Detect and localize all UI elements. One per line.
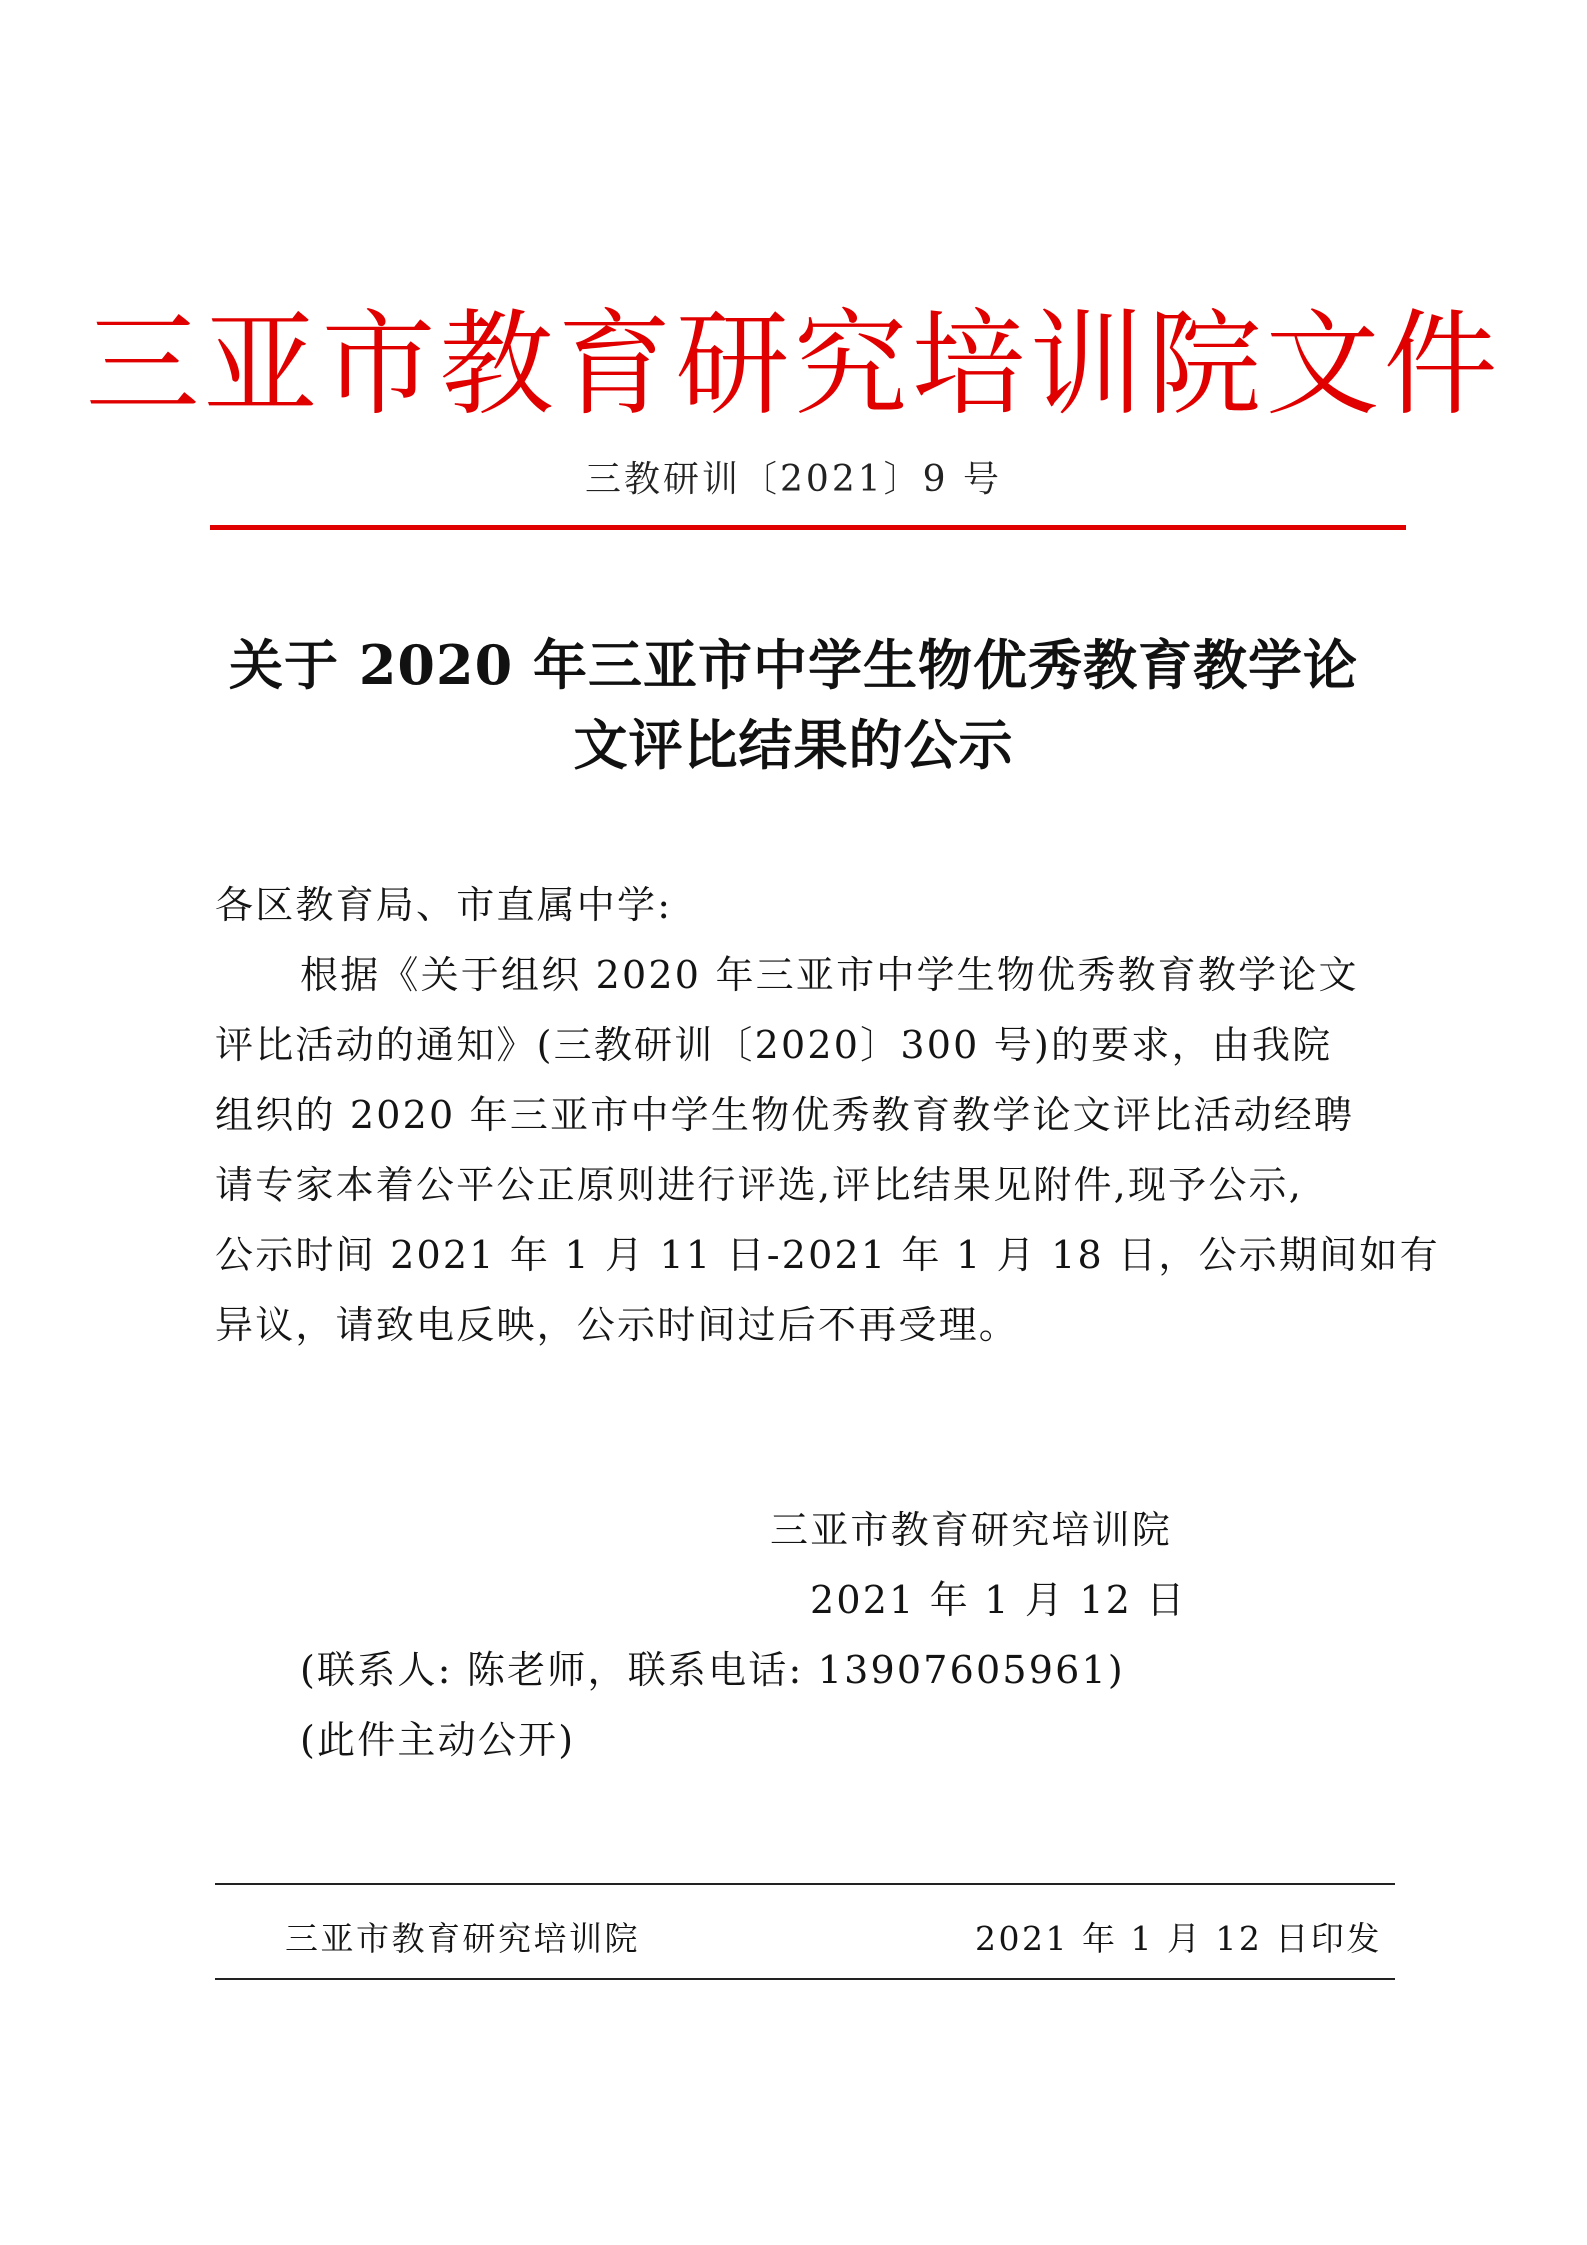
document-number: 三教研训〔2021〕9 号 — [585, 459, 1002, 500]
signature-date: 2021 年 1 月 12 日 — [810, 1578, 1187, 1622]
salutation: 各区教育局、市直属中学: — [215, 883, 673, 927]
body-line-4: 请专家本着公平公正原则进行评选,评比结果见附件,现予公示, — [215, 1163, 1304, 1207]
red-header-rule — [210, 525, 1406, 530]
body-line-5: 公示时间 2021 年 1 月 11 日-2021 年 1 月 18 日，公示期间如有 — [215, 1233, 1440, 1277]
body-line-3: 组织的 2020 年三亚市中学生物优秀教育教学论文评比活动经聘 — [215, 1093, 1355, 1137]
footer-bottom-rule — [215, 1978, 1395, 1980]
body-line-6: 异议，请致电反映，公示时间过后不再受理。 — [215, 1303, 1020, 1347]
notice-title-line-1: 关于 2020 年三亚市中学生物优秀教育教学论 — [229, 633, 1358, 697]
footer-issue-date: 2021 年 1 月 12 日印发 — [975, 1919, 1382, 1958]
notice-title-line-2: 文评比结果的公示 — [573, 713, 1014, 777]
document-header-title: 三亚市教育研究培训院文件 — [85, 298, 1502, 431]
contact-info: (联系人: 陈老师，联系电话: 13907605961) — [300, 1648, 1125, 1692]
footer-top-rule — [215, 1883, 1395, 1885]
body-line-1: 根据《关于组织 2020 年三亚市中学生物优秀教育教学论文 — [300, 953, 1359, 997]
footer-org: 三亚市教育研究培训院 — [285, 1919, 640, 1958]
body-line-2: 评比活动的通知》(三教研训〔2020〕300 号)的要求，由我院 — [215, 1023, 1333, 1067]
signature-org: 三亚市教育研究培训院 — [770, 1508, 1173, 1552]
disclosure-note: (此件主动公开) — [300, 1718, 576, 1762]
